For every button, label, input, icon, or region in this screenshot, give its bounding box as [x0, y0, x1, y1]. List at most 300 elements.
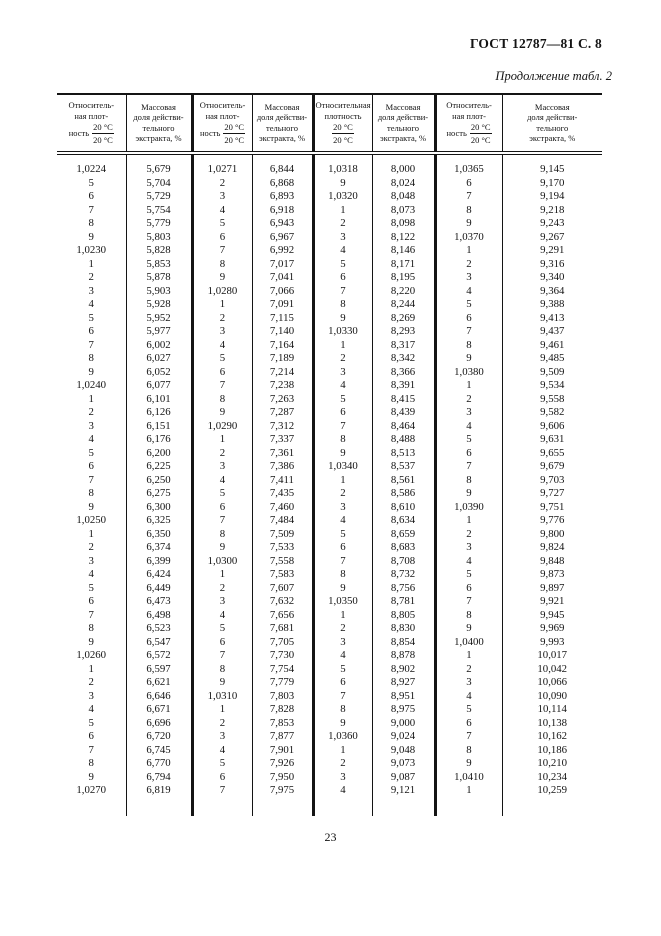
cell-density: 6 [313, 271, 372, 285]
cell-extract: 6,992 [252, 244, 313, 258]
cell-density: 9 [313, 717, 372, 731]
cell-extract: 6,547 [126, 636, 192, 650]
table-row [57, 622, 602, 636]
cell-extract: 7,041 [252, 271, 313, 285]
cell-extract: 9,558 [540, 392, 565, 405]
cell-density: 1,0300 [192, 555, 252, 569]
cell-density: 6 [57, 460, 126, 474]
table-row [57, 420, 602, 434]
cell-extract: 7,115 [252, 312, 313, 326]
cell-density: 7 [57, 744, 126, 758]
header-line: плотность [324, 110, 362, 121]
header-line: доля действи- [377, 112, 429, 122]
cell-extract: 9,727 [540, 487, 565, 499]
cell-density: 3 [192, 190, 252, 204]
cell-density: 9 [57, 366, 126, 380]
header-line: тельного [387, 122, 419, 133]
cell-extract: 7,705 [252, 636, 313, 650]
cell-extract: 6,868 [252, 177, 313, 191]
cell-extract: 9,993 [540, 635, 565, 648]
cell-density: 2 [313, 217, 372, 231]
cell-density: 1 [435, 649, 502, 663]
table-row [57, 744, 602, 758]
cell-density: 5 [435, 703, 502, 717]
cell-extract: 7,435 [252, 487, 313, 501]
table-row [57, 730, 602, 744]
cell-density: 3 [192, 730, 252, 744]
cell-extract: 6,844 [252, 163, 313, 177]
cell-extract: 5,903 [126, 285, 192, 299]
cell-density: 1 [57, 663, 126, 677]
cell-density: 8 [435, 474, 502, 488]
cell-extract: 5,853 [126, 258, 192, 272]
cell-extract: 9,024 [372, 730, 435, 744]
cell-extract: 8,561 [372, 474, 435, 488]
table-row [57, 501, 602, 515]
cell-extract: 6,101 [126, 393, 192, 407]
cell-density: 5 [192, 757, 252, 771]
temperature-fraction: $\frac{20 ^\circ С}{20 ^\circ С}$ [470, 122, 491, 145]
table-row [57, 366, 602, 380]
table-row [57, 690, 602, 704]
cell-density: 5 [57, 177, 126, 191]
cell-extract: 8,902 [372, 663, 435, 677]
cell-density: 1 [313, 474, 372, 488]
cell-density: 2 [435, 393, 502, 407]
cell-extract: 5,952 [126, 312, 192, 326]
cell-density: 7 [57, 609, 126, 623]
cell-density: 9 [313, 177, 372, 191]
cell-density: 2 [192, 582, 252, 596]
cell-density: 1 [57, 258, 126, 272]
cell-extract: 7,238 [252, 379, 313, 393]
cell-density: 5 [435, 568, 502, 582]
cell-extract: 8,659 [372, 528, 435, 542]
cell-density: 1 [313, 744, 372, 758]
table-row [57, 339, 602, 353]
cell-density: 7 [435, 595, 502, 609]
header-line: ность [199, 128, 221, 139]
table-open-bottom-row [57, 798, 602, 816]
temperature-fraction: $\frac{20 ^\circ С}{20 ^\circ С}$ [224, 122, 245, 145]
cell-density: 1,0250 [57, 514, 126, 528]
cell-density: 8 [192, 258, 252, 272]
cell-density: 2 [192, 177, 252, 191]
header-line: экстракта, % [529, 133, 576, 143]
cell-density: 2 [57, 406, 126, 420]
cell-extract: 8,927 [372, 676, 435, 690]
cell-extract: 9,340 [540, 271, 565, 283]
cell-density: 3 [313, 231, 372, 245]
cell-density: 8 [313, 703, 372, 717]
cell-density: 2 [435, 663, 502, 677]
cell-density: 5 [435, 433, 502, 447]
cell-density: 9 [192, 676, 252, 690]
cell-extract: 7,730 [252, 649, 313, 663]
table-header [57, 94, 602, 153]
cell-density: 7 [435, 190, 502, 204]
cell-density: 1,0400 [435, 636, 502, 650]
cell-extract: 8,317 [372, 339, 435, 353]
cell-extract: 7,140 [252, 325, 313, 339]
cell-extract: 6,399 [126, 555, 192, 569]
table-row [57, 474, 602, 488]
cell-extract: 9,087 [372, 771, 435, 785]
cell-density: 4 [192, 204, 252, 218]
cell-extract: 7,189 [252, 352, 313, 366]
cell-extract: 8,464 [372, 420, 435, 434]
cell-density: 1,0240 [57, 379, 126, 393]
cell-density: 5 [192, 352, 252, 366]
cell-density: 4 [192, 474, 252, 488]
table-row [57, 717, 602, 731]
cell-extract: 9,145 [540, 163, 565, 175]
cell-extract: 6,745 [126, 744, 192, 758]
cell-extract: 7,411 [252, 474, 313, 488]
table-row [57, 649, 602, 663]
cell-density: 9 [57, 636, 126, 650]
cell-density: 6 [192, 501, 252, 515]
cell-extract: 7,828 [252, 703, 313, 717]
table-row [57, 514, 602, 528]
header-line: ная плот- [452, 110, 486, 121]
cell-density: 8 [192, 528, 252, 542]
cell-extract: 8,244 [372, 298, 435, 312]
table-row [57, 703, 602, 717]
cell-empty [435, 798, 502, 816]
page-number: 23 [324, 830, 337, 844]
header-line: экстракта, % [258, 133, 306, 143]
cell-extract: 6,794 [126, 771, 192, 785]
cell-density: 2 [435, 528, 502, 542]
header-line: доля действи- [256, 112, 308, 122]
cell-extract: 7,533 [252, 541, 313, 555]
cell-extract: 8,293 [372, 325, 435, 339]
cell-density: 6 [57, 190, 126, 204]
cell-density: 1,0290 [192, 420, 252, 434]
cell-density: 6 [435, 177, 502, 191]
cell-density: 8 [192, 663, 252, 677]
cell-extract: 8,975 [372, 703, 435, 717]
cell-extract: 7,607 [252, 582, 313, 596]
table-row [57, 217, 602, 231]
cell-extract: 6,646 [126, 690, 192, 704]
cell-extract: 6,893 [252, 190, 313, 204]
cell-density: 3 [313, 636, 372, 650]
cell-extract: 9,243 [540, 217, 565, 229]
cell-extract: 7,484 [252, 514, 313, 528]
cell-density: 8 [313, 298, 372, 312]
cell-extract: 9,534 [540, 379, 565, 391]
cell-extract: 8,951 [372, 690, 435, 704]
cell-extract: 8,146 [372, 244, 435, 258]
cell-density: 1 [435, 379, 502, 393]
cell-extract: 8,048 [372, 190, 435, 204]
cell-density: 8 [435, 744, 502, 758]
cell-extract: 9,824 [540, 541, 565, 553]
cell-density: 1,0410 [435, 771, 502, 785]
cell-extract: 9,873 [540, 568, 565, 580]
cell-extract: 8,000 [372, 163, 435, 177]
cell-extract: 6,473 [126, 595, 192, 609]
cell-empty [126, 153, 192, 163]
cell-density: 6 [192, 231, 252, 245]
cell-extract: 7,066 [252, 285, 313, 299]
cell-density: 3 [313, 366, 372, 380]
table-row [57, 609, 602, 623]
cell-empty [192, 153, 252, 163]
cell-extract: 8,854 [372, 636, 435, 650]
cell-density: 8 [435, 339, 502, 353]
header-line: ная плот- [205, 110, 240, 121]
table-row [57, 163, 602, 177]
cell-density: 5 [313, 258, 372, 272]
cell-extract: 6,597 [126, 663, 192, 677]
cell-extract: 6,523 [126, 622, 192, 636]
cell-extract: 7,583 [252, 568, 313, 582]
doc-header: ГОСТ 12787—81 С. 8 [469, 36, 602, 51]
temperature-fraction: $\frac{20 ^\circ С}{20 ^\circ С}$ [333, 122, 353, 145]
cell-extract: 7,361 [252, 447, 313, 461]
table-row [57, 352, 602, 366]
table-row [57, 271, 602, 285]
cell-extract: 7,460 [252, 501, 313, 515]
cell-empty [57, 153, 126, 163]
cell-density: 8 [313, 568, 372, 582]
cell-density: 4 [192, 339, 252, 353]
cell-density: 5 [192, 487, 252, 501]
cell-empty [252, 798, 313, 816]
cell-extract: 8,878 [372, 649, 435, 663]
header-row [57, 94, 602, 153]
cell-density: 1,0320 [313, 190, 372, 204]
cell-extract: 10,138 [537, 716, 568, 729]
cell-extract: 8,415 [372, 393, 435, 407]
table-row [57, 460, 602, 474]
cell-empty [372, 153, 435, 163]
cell-density: 9 [57, 771, 126, 785]
cell-density: 3 [435, 676, 502, 690]
cell-empty [57, 798, 126, 816]
cell-density: 1 [313, 204, 372, 218]
cell-density: 9 [435, 487, 502, 501]
cell-density: 8 [57, 217, 126, 231]
header-line: тельного [266, 122, 298, 133]
cell-density: 7 [435, 730, 502, 744]
density-extract-table [57, 93, 602, 816]
cell-extract: 6,077 [126, 379, 192, 393]
cell-extract: 8,195 [372, 271, 435, 285]
cell-density: 2 [435, 258, 502, 272]
cell-extract: 6,943 [252, 217, 313, 231]
header-line: тельного [142, 122, 175, 133]
table-row [57, 298, 602, 312]
cell-empty [502, 798, 602, 816]
cell-density: 5 [192, 622, 252, 636]
cell-density: 6 [435, 312, 502, 326]
cell-extract: 9,751 [540, 500, 565, 513]
table-row [57, 393, 602, 407]
cell-density: 5 [57, 582, 126, 596]
cell-density: 5 [57, 447, 126, 461]
cell-empty [372, 798, 435, 816]
cell-extract: 8,122 [372, 231, 435, 245]
cell-extract: 7,926 [252, 757, 313, 771]
cell-density: 1,0271 [192, 163, 252, 177]
header-line: Массовая [534, 101, 570, 112]
header-extract-4 [502, 94, 602, 153]
cell-density: 9 [313, 582, 372, 596]
cell-extract: 10,186 [537, 743, 568, 756]
cell-density: 2 [57, 541, 126, 555]
cell-extract: 6,621 [126, 676, 192, 690]
cell-density: 3 [435, 406, 502, 420]
cell-density: 1,0280 [192, 285, 252, 299]
cell-extract: 6,918 [252, 204, 313, 218]
cell-empty [313, 153, 372, 163]
cell-extract: 6,350 [126, 528, 192, 542]
cell-density: 9 [313, 447, 372, 461]
cell-empty [435, 153, 502, 163]
cell-extract: 7,558 [252, 555, 313, 569]
cell-extract: 7,017 [252, 258, 313, 272]
cell-density: 3 [57, 690, 126, 704]
cell-extract: 6,720 [126, 730, 192, 744]
cell-density: 5 [313, 663, 372, 677]
cell-density: 8 [192, 393, 252, 407]
cell-density: 7 [435, 325, 502, 339]
cell-extract: 8,586 [372, 487, 435, 501]
cell-density: 1 [57, 393, 126, 407]
cell-extract: 9,776 [540, 514, 565, 526]
cell-extract: 7,164 [252, 339, 313, 353]
cell-density: 9 [57, 231, 126, 245]
cell-extract: 6,424 [126, 568, 192, 582]
cell-density: 1,0230 [57, 244, 126, 258]
cell-extract: 9,291 [540, 244, 565, 256]
cell-extract: 8,366 [372, 366, 435, 380]
cell-extract: 7,681 [252, 622, 313, 636]
cell-extract: 8,391 [372, 379, 435, 393]
cell-extract: 9,509 [540, 365, 565, 378]
table-row [57, 285, 602, 299]
cell-extract: 6,250 [126, 474, 192, 488]
cell-density: 4 [313, 244, 372, 258]
cell-extract: 5,977 [126, 325, 192, 339]
cell-extract: 10,066 [537, 676, 568, 688]
cell-density: 1 [192, 703, 252, 717]
table-row [57, 771, 602, 785]
cell-density: 1 [435, 784, 502, 798]
cell-extract: 8,073 [372, 204, 435, 218]
cell-extract: 6,967 [252, 231, 313, 245]
cell-extract: 5,803 [126, 231, 192, 245]
table-row [57, 379, 602, 393]
cell-extract: 7,853 [252, 717, 313, 731]
cell-density: 3 [57, 555, 126, 569]
cell-density: 9 [435, 757, 502, 771]
cell-density: 2 [313, 487, 372, 501]
cell-density: 5 [313, 393, 372, 407]
cell-extract: 6,275 [126, 487, 192, 501]
cell-density: 1,0330 [313, 325, 372, 339]
header-extract-2 [252, 94, 313, 153]
cell-density: 1 [192, 568, 252, 582]
cell-density: 1,0260 [57, 649, 126, 663]
cell-density: 6 [57, 595, 126, 609]
table-row [57, 447, 602, 461]
cell-extract: 9,969 [540, 622, 565, 634]
header-density-3 [313, 94, 372, 153]
cell-density: 3 [435, 271, 502, 285]
cell-density: 9 [57, 501, 126, 515]
cell-extract: 8,732 [372, 568, 435, 582]
cell-extract: 9,800 [540, 527, 565, 540]
cell-extract: 8,171 [372, 258, 435, 272]
cell-extract: 6,325 [126, 514, 192, 528]
cell-density: 3 [192, 325, 252, 339]
cell-extract: 9,194 [540, 190, 565, 202]
cell-extract: 7,509 [252, 528, 313, 542]
cell-density: 8 [57, 757, 126, 771]
header-line: экстракта, % [379, 133, 427, 143]
cell-extract: 7,901 [252, 744, 313, 758]
cell-density: 9 [192, 406, 252, 420]
cell-extract: 8,634 [372, 514, 435, 528]
cell-empty [502, 153, 602, 163]
cell-density: 6 [192, 366, 252, 380]
table-row [57, 258, 602, 272]
header-line: ность [446, 128, 467, 139]
cell-density: 3 [192, 460, 252, 474]
cell-density: 2 [57, 676, 126, 690]
header-line: Относитель- [199, 100, 246, 110]
cell-extract: 6,696 [126, 717, 192, 731]
cell-extract: 9,267 [540, 230, 565, 243]
cell-density: 9 [192, 271, 252, 285]
header-line: доля действи- [133, 112, 184, 122]
cell-extract: 9,461 [540, 338, 565, 351]
cell-density: 7 [57, 474, 126, 488]
cell-extract: 9,170 [540, 176, 565, 189]
cell-density: 3 [313, 771, 372, 785]
cell-density: 1 [192, 298, 252, 312]
header-extract-3 [372, 94, 435, 153]
temperature-fraction: $\frac{20 ^\circ С}{20 ^\circ С}$ [93, 122, 113, 145]
cell-extract: 7,287 [252, 406, 313, 420]
cell-density: 2 [57, 271, 126, 285]
cell-density: 9 [192, 541, 252, 555]
table-row [57, 244, 602, 258]
cell-density: 8 [57, 622, 126, 636]
cell-density: 7 [313, 420, 372, 434]
cell-extract: 6,176 [126, 433, 192, 447]
cell-density: 3 [192, 595, 252, 609]
cell-density: 4 [435, 690, 502, 704]
cell-extract: 9,413 [540, 311, 565, 324]
cell-density: 7 [57, 339, 126, 353]
cell-extract: 7,754 [252, 663, 313, 677]
cell-extract: 9,848 [540, 554, 565, 567]
cell-extract: 7,975 [252, 784, 313, 798]
cell-density: 7 [192, 784, 252, 798]
cell-density: 1,0270 [57, 784, 126, 798]
cell-extract: 5,828 [126, 244, 192, 258]
cell-extract: 7,950 [252, 771, 313, 785]
table-row [57, 541, 602, 555]
header-line: ная плот- [74, 110, 109, 121]
cell-extract: 9,073 [372, 757, 435, 771]
